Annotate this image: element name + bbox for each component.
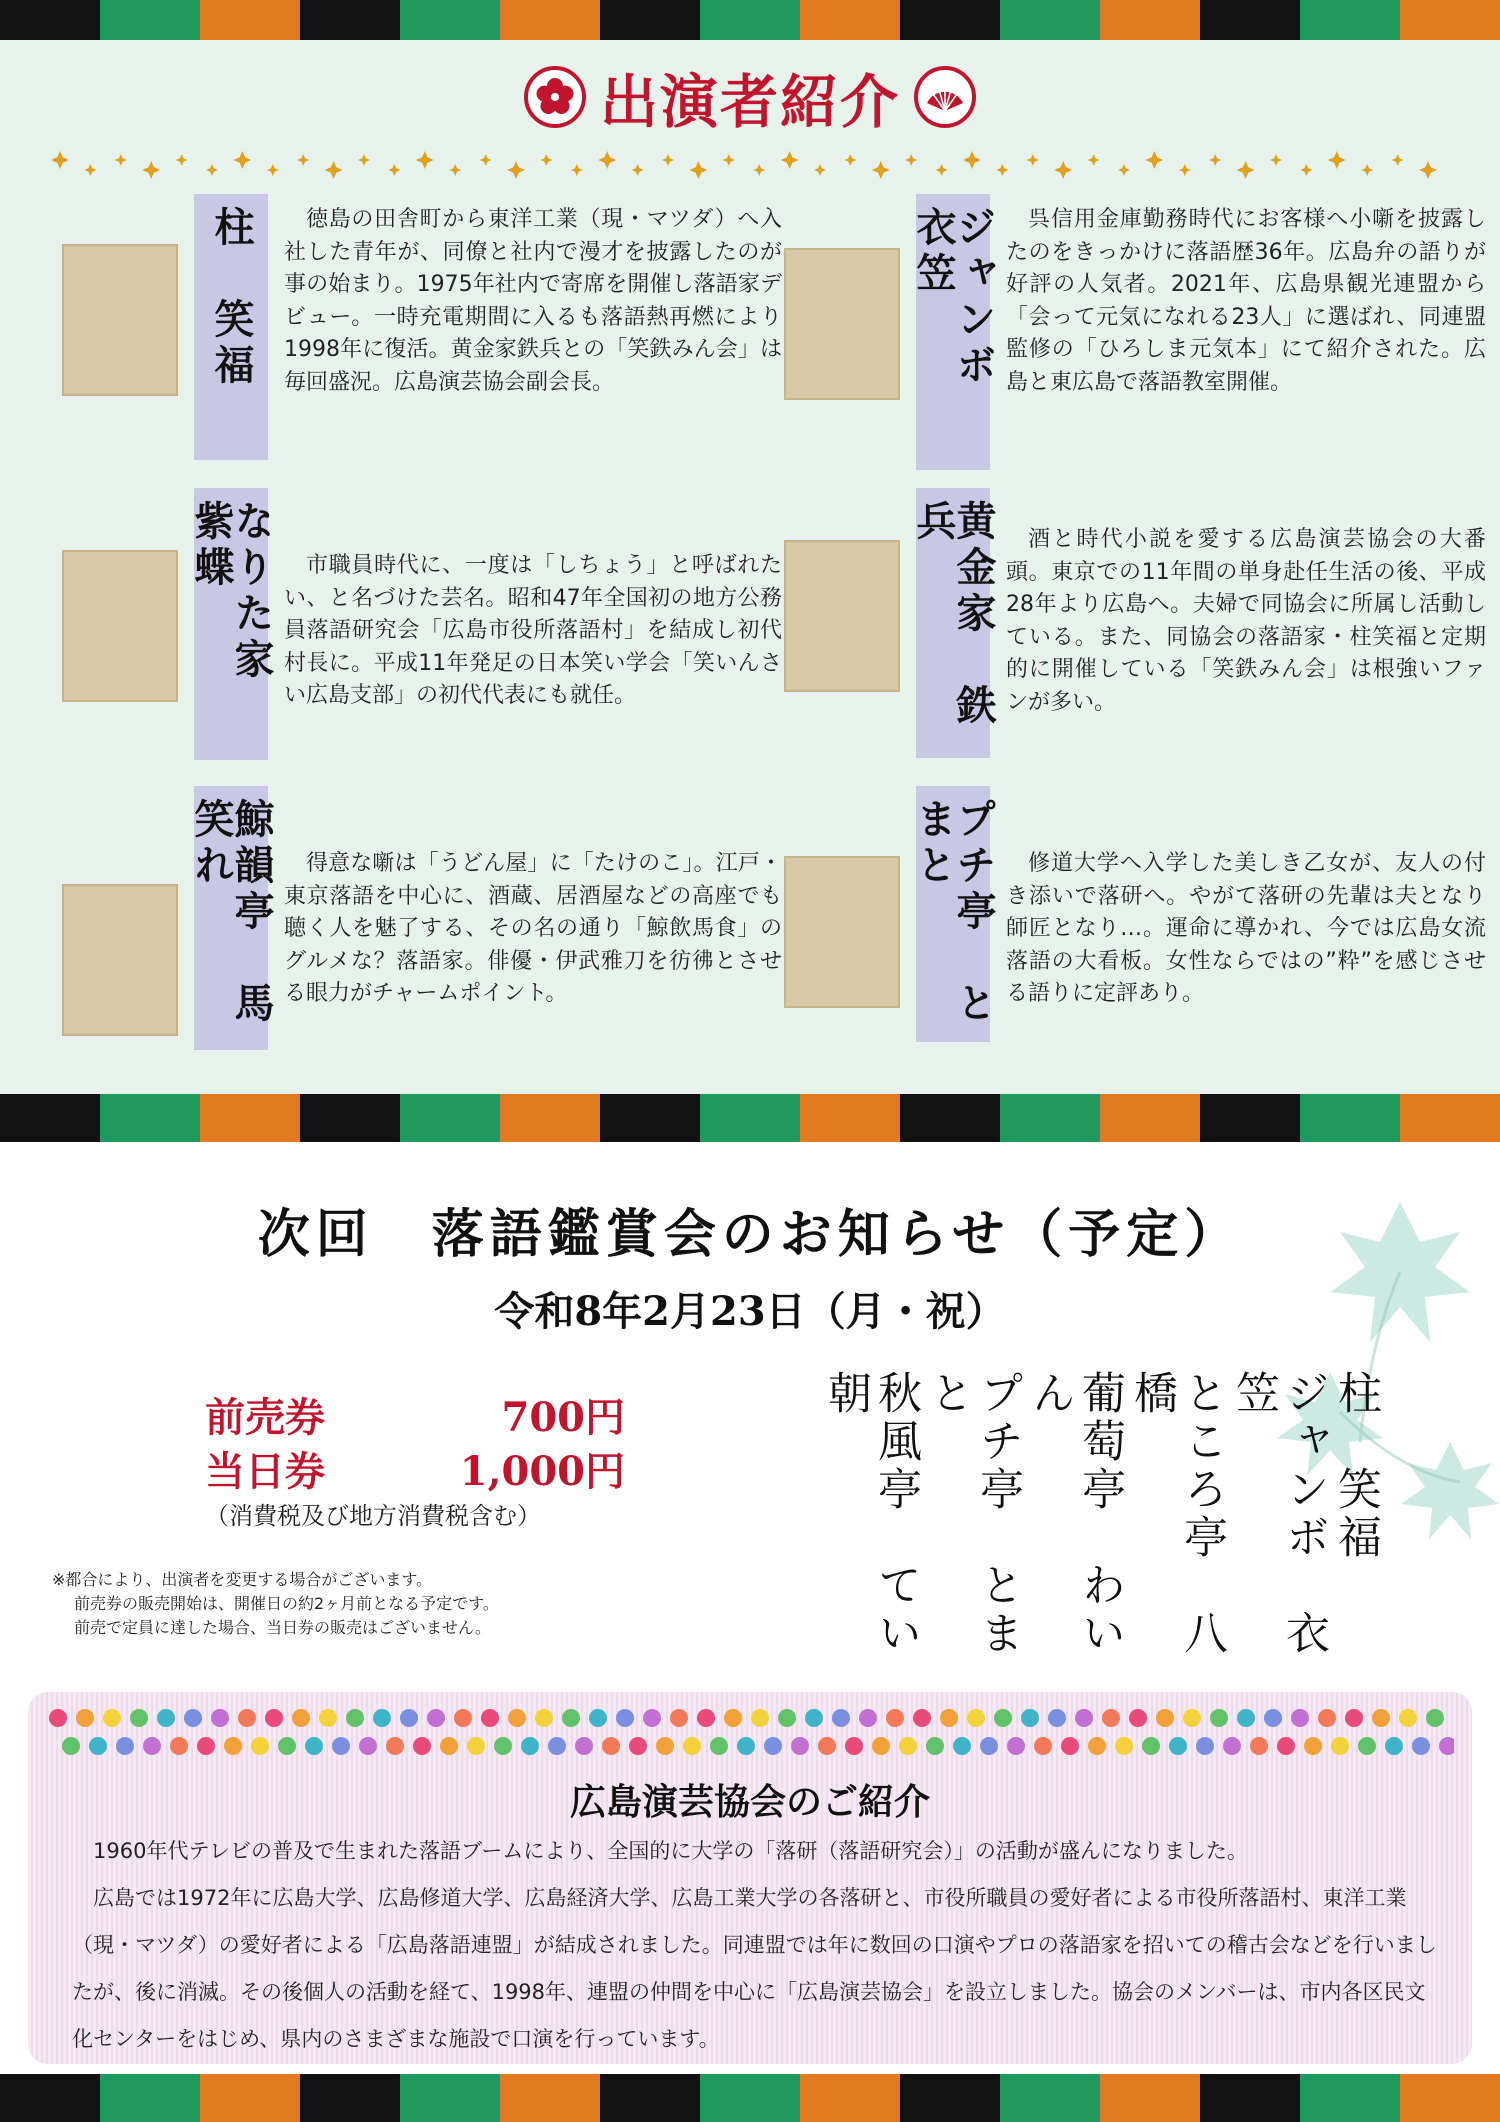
stripe-segment xyxy=(300,1094,400,1142)
dot-icon xyxy=(346,1709,364,1727)
star-icon xyxy=(480,154,492,166)
dot-icon xyxy=(913,1709,931,1727)
star-icon xyxy=(297,154,309,166)
star-icon xyxy=(1270,154,1282,166)
dot-icon xyxy=(130,1709,148,1727)
dot-icon xyxy=(926,1737,944,1755)
dot-icon xyxy=(818,1737,836,1755)
dot-icon xyxy=(400,1709,418,1727)
star-icon xyxy=(1179,164,1191,176)
performer-bio: 徳島の田舎町から東洋工業（現・マツダ）へ入社した青年が、同僚と社内で漫才を披露したのが事の始まり。1975年社内で寄席を開催し落語家デビュー。一時充電期間に入るも落語熱再燃により1998年に復活。黄金家鉄兵との「笑鉄みん会」は毎回盛況。広島演芸協会副会長。 xyxy=(284,207,782,395)
dots-decoration xyxy=(46,1706,1454,1762)
stripe-segment xyxy=(800,1094,900,1142)
star-icon xyxy=(507,161,525,179)
dot-icon xyxy=(535,1709,553,1727)
stripe-segment xyxy=(400,1094,500,1142)
stripe-segment xyxy=(200,1094,300,1142)
advance-ticket-price: 700円 xyxy=(501,1394,625,1441)
stripe-segment xyxy=(900,1094,1000,1142)
stripe-segment xyxy=(900,0,1000,40)
dot-icon xyxy=(1237,1709,1255,1727)
stripe-segment xyxy=(0,0,100,40)
stripe-segment xyxy=(500,1094,600,1142)
dot-icon xyxy=(616,1709,634,1727)
dot-icon xyxy=(116,1737,134,1755)
dot-icon xyxy=(238,1709,256,1727)
dot-icon xyxy=(737,1737,755,1755)
performer-photo xyxy=(784,856,900,1008)
stripe-segment xyxy=(700,1094,800,1142)
star-icon xyxy=(1237,161,1255,179)
lineup-name: 柱 笑福 xyxy=(1330,1370,1381,1562)
star-icon xyxy=(598,151,616,169)
folding-fan-icon xyxy=(914,66,976,128)
dot-icon xyxy=(791,1737,809,1755)
dot-icon xyxy=(575,1737,593,1755)
dot-icon xyxy=(521,1737,539,1755)
stripe-segment xyxy=(600,1094,700,1142)
dot-icon xyxy=(481,1709,499,1727)
dot-icon xyxy=(629,1737,647,1755)
lineup-name: ところ亭 八橋 xyxy=(1126,1370,1227,1658)
star-icon xyxy=(1419,161,1437,179)
advance-ticket-row xyxy=(205,1386,625,1440)
dot-icon xyxy=(940,1709,958,1727)
performer-bio: 市職員時代に、一度は「しちょう」と呼ばれたい、と名づけた芸名。昭和47年全国初の地方公務員落語研究会「広島市役所落語村」を結成し初代村長に。平成11年発足の日本笑い学会「笑いんさい広島支部」の初代代表にも就任。 xyxy=(284,553,782,708)
dot-icon xyxy=(359,1737,377,1755)
performer-name: 黄金家 鉄兵 xyxy=(910,500,997,730)
stripe-segment xyxy=(1000,0,1100,40)
dot-icon xyxy=(1075,1709,1093,1727)
star-icon xyxy=(872,161,890,179)
star-icon xyxy=(936,164,948,176)
dot-icon xyxy=(778,1709,796,1727)
door-ticket-label: 当日券 xyxy=(205,1448,325,1495)
dot-icon xyxy=(1021,1709,1039,1727)
stripe-segment xyxy=(0,2074,100,2122)
dot-icon xyxy=(1156,1709,1174,1727)
stripe-segment xyxy=(100,1094,200,1142)
performer-namebar xyxy=(194,194,268,460)
stripe-segment xyxy=(200,0,300,40)
dot-icon xyxy=(1223,1737,1241,1755)
stripe-bottom xyxy=(0,2074,1500,2122)
dot-icon xyxy=(494,1737,512,1755)
lineup-name: 葡萄亭 わいん xyxy=(1024,1370,1125,1658)
lineup-name: ジャンボ 衣笠 xyxy=(1228,1370,1329,1658)
performer-bio: 得意な噺は「うどん屋」に「たけのこ」。江戸・東京落語を中心に、酒蔵、居酒屋などの高座でも聴く人を魅了する、その名の通り「鯨飲馬食」のグルメな？落語家。俳優・伊武雅刀を彷彿とさせる眼力がチャームポイント。 xyxy=(284,851,782,1006)
stripe-segment xyxy=(700,0,800,40)
dot-icon xyxy=(278,1737,296,1755)
star-icon xyxy=(1209,154,1221,166)
dot-icon xyxy=(1264,1709,1282,1727)
dot-icon xyxy=(1439,1737,1454,1755)
dot-icon xyxy=(1318,1709,1336,1727)
dot-icon xyxy=(589,1709,607,1727)
star-icon xyxy=(1054,161,1072,179)
performer-namebar xyxy=(910,786,997,1042)
stripe-segment xyxy=(1300,0,1400,40)
dot-icon xyxy=(305,1737,323,1755)
dot-icon xyxy=(832,1709,850,1727)
dot-icon xyxy=(143,1737,161,1755)
stripe-segment xyxy=(300,0,400,40)
dot-icon xyxy=(548,1737,566,1755)
star-icon xyxy=(51,151,69,169)
dot-icon xyxy=(197,1737,215,1755)
dot-icon xyxy=(1277,1737,1295,1755)
stripe-segment xyxy=(0,1094,100,1142)
dot-icon xyxy=(467,1737,485,1755)
dot-icon xyxy=(1210,1709,1228,1727)
performer-card xyxy=(62,194,782,474)
dot-icon xyxy=(211,1709,229,1727)
performers-panel xyxy=(0,40,1500,1094)
door-ticket-price: 1,000円 xyxy=(459,1448,625,1495)
stripe-segment xyxy=(800,0,900,40)
star-icon xyxy=(540,154,552,166)
performer-name: なりた家 紫蝶 xyxy=(188,500,275,730)
stripe-segment xyxy=(700,2074,800,2122)
dot-icon xyxy=(1345,1709,1363,1727)
dot-icon xyxy=(224,1737,242,1755)
stripe-segment xyxy=(600,2074,700,2122)
dot-icon xyxy=(251,1737,269,1755)
dot-icon xyxy=(1385,1737,1403,1755)
advance-ticket-label: 前売券 xyxy=(205,1394,325,1441)
star-icon xyxy=(233,151,251,169)
plum-crest-icon xyxy=(524,66,586,128)
stripe-segment xyxy=(400,0,500,40)
dot-icon xyxy=(103,1709,121,1727)
star-icon xyxy=(814,164,826,176)
star-icon xyxy=(1361,164,1373,176)
notice-title: 次回 落語鑑賞会のお知らせ（予定） xyxy=(257,1204,1243,1265)
performer-name: ジャンボ 衣笠 xyxy=(910,206,997,436)
stripe-segment xyxy=(900,2074,1000,2122)
dot-icon xyxy=(656,1737,674,1755)
star-icon xyxy=(662,154,674,166)
dot-icon xyxy=(1426,1709,1444,1727)
star-icon xyxy=(905,154,917,166)
dot-icon xyxy=(1196,1737,1214,1755)
stripe-segment xyxy=(800,2074,900,2122)
dot-icon xyxy=(373,1709,391,1727)
association-body xyxy=(72,1828,1442,2063)
stripe-segment xyxy=(1100,0,1200,40)
star-icon xyxy=(388,164,400,176)
star-icon xyxy=(84,164,96,176)
association-title: 広島演芸協会のご紹介 xyxy=(569,1782,930,1823)
dot-icon xyxy=(1061,1737,1079,1755)
dot-icon xyxy=(967,1709,985,1727)
dot-icon xyxy=(1291,1709,1309,1727)
note-line: 前売券の販売開始は、開催日の約2ヶ月前となる予定です。 xyxy=(74,1594,499,1613)
dot-icon xyxy=(724,1709,742,1727)
dot-icon xyxy=(1115,1737,1133,1755)
dot-icon xyxy=(184,1709,202,1727)
door-ticket-row xyxy=(205,1440,625,1494)
dot-icon xyxy=(643,1709,661,1727)
performer-name: 鯨韻亭 馬笑れ xyxy=(188,798,275,1028)
performer-card xyxy=(784,488,1500,768)
dot-icon xyxy=(157,1709,175,1727)
dot-icon xyxy=(170,1737,188,1755)
performer-photo xyxy=(62,884,178,1036)
star-icon xyxy=(176,154,188,166)
tax-note: （消費税及び地方消費税含む） xyxy=(205,1502,541,1530)
star-icon xyxy=(358,154,370,166)
stripe-segment xyxy=(1200,0,1300,40)
section-title: 出演者紹介 xyxy=(599,68,900,136)
dot-icon xyxy=(764,1737,782,1755)
stripe-segment xyxy=(1200,2074,1300,2122)
note-line: 前売で定員に達した場合、当日券の販売はございません。 xyxy=(74,1618,491,1637)
performer-photo xyxy=(62,550,178,702)
stripe-segment xyxy=(1200,1094,1300,1142)
star-icon xyxy=(1088,154,1100,166)
dot-icon xyxy=(427,1709,445,1727)
star-icon xyxy=(206,164,218,176)
star-icon xyxy=(1392,154,1404,166)
star-icon xyxy=(996,164,1008,176)
performer-namebar xyxy=(188,786,275,1050)
dot-icon xyxy=(886,1709,904,1727)
stripe-segment xyxy=(1400,0,1500,40)
star-icon xyxy=(325,161,343,179)
dot-icon xyxy=(1304,1737,1322,1755)
association-paragraph: 広島では1972年に広島大学、広島修道大学、広島経済大学、広島工業大学の各落研と、市役所職員の愛好者による市役所落語村、東洋工業（現・マツダ）の愛好者による「広島落語連盟」が結成されました。同連盟では年に数回の口演やプロの落語家を招いての稽古会などを行いましたが、後に消滅。その後個人の活動を経て、1998年、連盟の仲間を中心に「広島演芸協会」を設立しました。協会のメンバーは、市内各区民文化センターをはじめ、県内のさまざまな施設で口演を行っています。 xyxy=(72,1886,1437,2051)
star-icon xyxy=(781,151,799,169)
dot-icon xyxy=(1034,1737,1052,1755)
dot-icon xyxy=(454,1709,472,1727)
note-line: ※都合により、出演者を変更する場合がございます。 xyxy=(52,1570,433,1589)
notice-date: 令和8年2月23日（月・祝） xyxy=(494,1288,1006,1335)
dot-icon xyxy=(319,1709,337,1727)
dot-icon xyxy=(1129,1709,1147,1727)
star-icon xyxy=(1145,151,1163,169)
star-icon xyxy=(723,154,735,166)
performer-lineup xyxy=(820,1370,1380,1670)
stripe-segment xyxy=(400,2074,500,2122)
stripe-segment xyxy=(1100,2074,1200,2122)
stripe-segment xyxy=(600,0,700,40)
dot-icon xyxy=(413,1737,431,1755)
dot-icon xyxy=(62,1737,80,1755)
star-icon xyxy=(753,164,765,176)
performer-bio: 酒と時代小説を愛する広島演芸協会の大番頭。東京での11年間の単身赴任生活の後、平成28年より広島へ。夫婦で同協会に所属し活動している。また、同協会の落語家・柱笑福と定期的に開催している「笑鉄みん会」は根強いファンが多い。 xyxy=(1006,527,1486,715)
performer-namebar xyxy=(910,194,997,470)
star-icon xyxy=(844,154,856,166)
performer-bio: 修道大学へ入学した美しき乙女が、友人の付き添いで落研へ。やがて落研の先輩は夫となり師匠となり…。運命に導かれ、今では広島女流落語の大看板。女性ならではの”粋”を感じさせる語りに定評あり。 xyxy=(1006,851,1486,1006)
dot-icon xyxy=(1399,1709,1417,1727)
star-icon xyxy=(449,164,461,176)
ticket-notes xyxy=(52,1568,652,1640)
star-icon xyxy=(267,164,279,176)
performer-bio: 呉信用金庫勤務時代にお客様へ小噺を披露したのをきっかけに落語歴36年。広島弁の語りが好評の人気者。2021年、広島県観光連盟から「会って元気になれる23人」に選ばれ、同連盟監修の「ひろしま元気本」にて紹介された。広島と東広島で落語教室開催。 xyxy=(1006,207,1486,395)
stripe-segment xyxy=(100,0,200,40)
dot-icon xyxy=(386,1737,404,1755)
section-heading xyxy=(0,52,1500,142)
dot-icon xyxy=(1169,1737,1187,1755)
performer-namebar xyxy=(188,488,275,760)
stripe-top xyxy=(0,0,1500,40)
stripe-segment xyxy=(1300,2074,1400,2122)
star-icon xyxy=(1027,154,1039,166)
dot-icon xyxy=(683,1737,701,1755)
star-icon xyxy=(632,164,644,176)
dot-icon xyxy=(1102,1709,1120,1727)
association-panel xyxy=(28,1692,1472,2064)
dot-icon xyxy=(1250,1737,1268,1755)
performer-card xyxy=(62,786,782,1066)
dot-icon xyxy=(265,1709,283,1727)
dot-icon xyxy=(805,1709,823,1727)
stripe-segment xyxy=(500,2074,600,2122)
lineup-name: プチ亭 とまと xyxy=(922,1370,1023,1658)
dot-icon xyxy=(751,1709,769,1727)
lineup-name: 秋風亭 てい朝 xyxy=(820,1370,921,1658)
stripe-segment xyxy=(200,2074,300,2122)
dot-icon xyxy=(1007,1737,1025,1755)
dot-icon xyxy=(872,1737,890,1755)
stripe-segment xyxy=(100,2074,200,2122)
dot-icon xyxy=(76,1709,94,1727)
dot-icon xyxy=(1412,1737,1430,1755)
performer-namebar xyxy=(910,488,997,758)
star-icon xyxy=(416,151,434,169)
dot-icon xyxy=(710,1737,728,1755)
stripe-segment xyxy=(500,0,600,40)
dot-icon xyxy=(953,1737,971,1755)
dot-icon xyxy=(845,1737,863,1755)
dot-icon xyxy=(1372,1709,1390,1727)
dot-icon xyxy=(292,1709,310,1727)
stripe-segment xyxy=(1000,1094,1100,1142)
dot-icon xyxy=(1088,1737,1106,1755)
performer-name: プチ亭 とまと xyxy=(910,798,997,1028)
dot-icon xyxy=(994,1709,1012,1727)
dot-icon xyxy=(332,1737,350,1755)
star-icon xyxy=(1328,151,1346,169)
dot-icon xyxy=(899,1737,917,1755)
star-icon xyxy=(142,161,160,179)
star-icon xyxy=(1300,164,1312,176)
association-paragraph: 1960年代テレビの普及で生まれた落語ブームにより、全国的に大学の「落研（落語研究会）」の活動が盛んになりました。 xyxy=(93,1839,1248,1863)
dot-icon xyxy=(602,1737,620,1755)
performer-card xyxy=(784,786,1500,1066)
stripe-segment xyxy=(1000,2074,1100,2122)
star-icon xyxy=(689,161,707,179)
dot-icon xyxy=(670,1709,688,1727)
dot-icon xyxy=(508,1709,526,1727)
performer-name: 柱 笑福 xyxy=(208,206,255,390)
stripe-segment xyxy=(1400,2074,1500,2122)
stripe-segment xyxy=(1300,1094,1400,1142)
star-icon xyxy=(1118,164,1130,176)
dot-icon xyxy=(980,1737,998,1755)
stripe-middle xyxy=(0,1094,1500,1142)
dot-icon xyxy=(1142,1737,1160,1755)
dot-icon xyxy=(697,1709,715,1727)
star-icon xyxy=(115,154,127,166)
stripe-segment xyxy=(1100,1094,1200,1142)
star-icon xyxy=(571,164,583,176)
dot-icon xyxy=(1183,1709,1201,1727)
performer-photo xyxy=(62,244,178,396)
ticket-prices xyxy=(205,1386,625,1531)
dot-icon xyxy=(1358,1737,1376,1755)
star-icon xyxy=(963,151,981,169)
dot-icon xyxy=(562,1709,580,1727)
dot-icon xyxy=(859,1709,877,1727)
dot-icon xyxy=(89,1737,107,1755)
dot-icon xyxy=(1048,1709,1066,1727)
performer-photo xyxy=(784,540,900,692)
stripe-segment xyxy=(1400,1094,1500,1142)
dot-icon xyxy=(1331,1737,1349,1755)
performer-card xyxy=(62,488,782,768)
dot-icon xyxy=(440,1737,458,1755)
stripe-segment xyxy=(300,2074,400,2122)
stars-decoration xyxy=(50,140,1450,190)
performer-photo xyxy=(784,248,900,400)
dot-icon xyxy=(49,1709,67,1727)
performer-card xyxy=(784,194,1500,474)
